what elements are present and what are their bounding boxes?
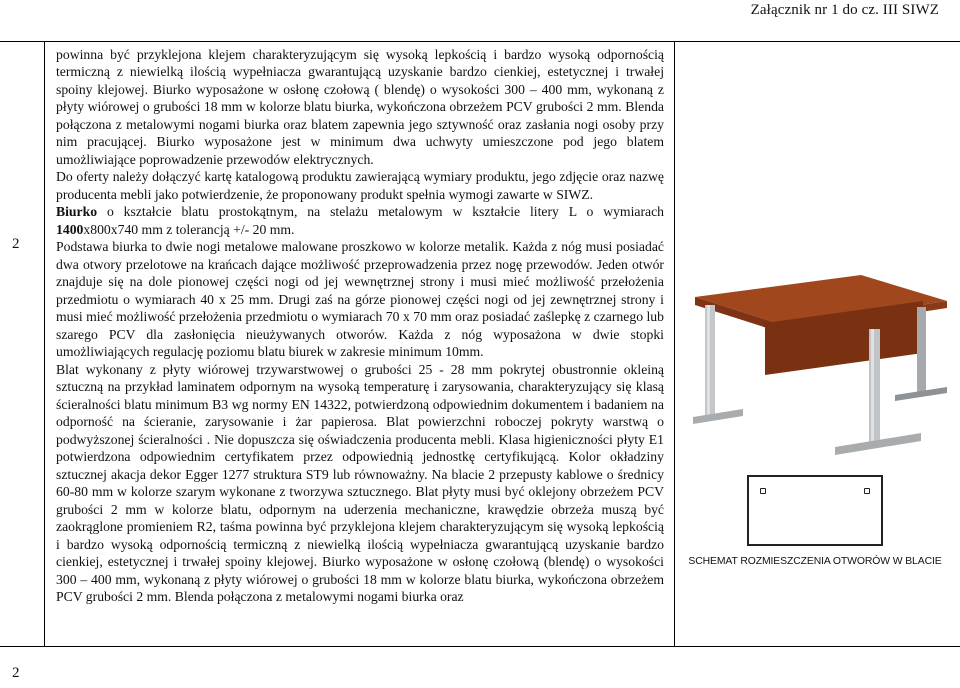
holes-schematic xyxy=(747,475,883,546)
desk-title: Biurko xyxy=(56,204,98,220)
desk-dimensions: x800x740 mm z tolerancją +/- 20 mm. xyxy=(83,221,295,237)
desk-foot-left xyxy=(693,409,743,424)
row-number: 2 xyxy=(12,236,20,252)
table-divider-left xyxy=(44,41,45,647)
cable-hole-right-icon xyxy=(864,488,870,494)
table-top-border xyxy=(0,41,960,42)
table-bottom-border xyxy=(0,646,960,647)
attachment-note: Załącznik nr 1 do cz. III SIWZ xyxy=(750,2,939,18)
desk-photo xyxy=(685,267,950,457)
desk-spec-heading xyxy=(56,203,664,238)
cable-hole-left-icon xyxy=(760,488,766,494)
paragraph-top: Blat wykonany z płyty wiórowej trzywarstwowej o grubości 25 - 28 mm pokrytej obustronnie okleiną sztuczną na przykład laminatem odpornym na wysoką temperaturę i zarysowania, charakteryzujący się klasą ścieralności blatu minimum B3 wg normy EN 14322, potwierdzoną odpowiednim dokumentem i badaniem na odporność na ścieranie, zarysowanie i żar papierosa. Blat powierzchni roboczej pokryty warstwą o podwyższonej ścieralności . Nie dopuszcza się oświadczenia producenta mebli. Klasa higieniczności płyty E1 potwierdzona odpowiednim certyfikatem przez odpowiednią jednostkę certyfikującą. Kolor okładziny sztucznej akacja dekor Egger 1277 struktura ST9 lub równoważny. Na blacie 2 przepusty kablowe o średnicy 60-80 mm w kolorze szarym wykonane z tworzywa sztucznego. Blat płyty musi być oklejony obrzeżem PCV grubości 2 mm w kolorze blatu, odpornym na uderzenia mechaniczne, krawędzie obrzeża muszą być zaokrąglone promieniem R2, taśma powinna być przyklejona klejem charakteryzującym się wysoką lepkością i bardzo wysoką odpornością termiczną z niewielką ilością wypełniacza gwarantującą uzyskanie bardzo cienkiej, estetycznej i trwałej spoiny klejowej. Biurko wyposażone w osłonę czołową (blendę) o wysokości 300 – 400 mm, wykonaną z płyty wiórowej o grubości 18 mm w kolorze blatu biurka, wykończona obrzeżem PCV grubości 2 mm. Blenda połączona z metalowymi nogami biurka oraz xyxy=(56,361,664,605)
desk-leg-right xyxy=(869,329,880,443)
paragraph-base: Podstawa biurka to dwie nogi metalowe malowane proszkowo w kolorze metalik. Każda z nóg musi posiadać dwa otwory przelotowe na krańcach dające możliwość przeprowadzenia przez nogę przewodów. Jeden otwór znajduje się na dole pionowej części nogi od jej wewnętrznej strony i musi mieć możliwość przełożenia przedmiotu o wymiarach 40 x 25 mm. Drugi zaś na górze pionowej części nogi od jej zewnętrznej strony i musi mieć możliwość przełożenia przedmiotu o wymiarach 70 x 70 mm oraz posiadać zaślepkę z czarnego lub szarego PCV dla zasłonięcia nieużywanych otworów. Każda z nóg wyposażona w dwie stopki umożliwiających regulację poziomu blatu biurek w zakresie minimum 10mm. xyxy=(56,239,664,360)
schematic-caption: SCHEMAT ROZMIESZCZENIA OTWORÓW W BLACIE xyxy=(688,556,942,567)
paragraph-continuation: powinna być przyklejona klejem charakteryzującym się wysoką lepkością i bardzo wysoką odpornością termiczną z niewielką ilością wypełniacza gwarantującą uzyskanie bardzo cienkiej, estetycznej i trwałej spoiny klejowej. Biurko wyposażone w osłonę czołową ( blendę) o wysokości 300 – 400 mm, wykonaną z płyty wiórowej o grubości 18 mm w kolorze blatu biurka, wykończona obrzeżem PCV grubości 2 mm. Blenda połączona z metalowymi nogami biurka oraz blatem zapewnia jego sztywność oraz zasłania nogi osoby przy nim pracującej. Biurko wyposażone jest w minimum dwa uchwyty umieszczone pod jego blatem umożliwiające poprowadzenie przewodów elektrycznych. xyxy=(56,47,664,167)
desk-width: 1400 xyxy=(56,221,84,237)
specification-text xyxy=(56,46,664,606)
desk-intro: o kształcie blatu prostokątnym, na stelażu metalowym w kształcie litery L o wymiarach xyxy=(97,204,664,220)
table-divider-right xyxy=(674,41,675,647)
desk-leg-back xyxy=(917,307,926,395)
paragraph-offer-requirements: Do oferty należy dołączyć kartę katalogową produktu zawierającą wymiary produktu, jego zdjęcie oraz nazwę producenta mebli jako potwierdzenie, że proponowany produkt spełnia wymogi zawarte w SIWZ. xyxy=(56,169,664,202)
page-number: 2 xyxy=(12,665,20,681)
